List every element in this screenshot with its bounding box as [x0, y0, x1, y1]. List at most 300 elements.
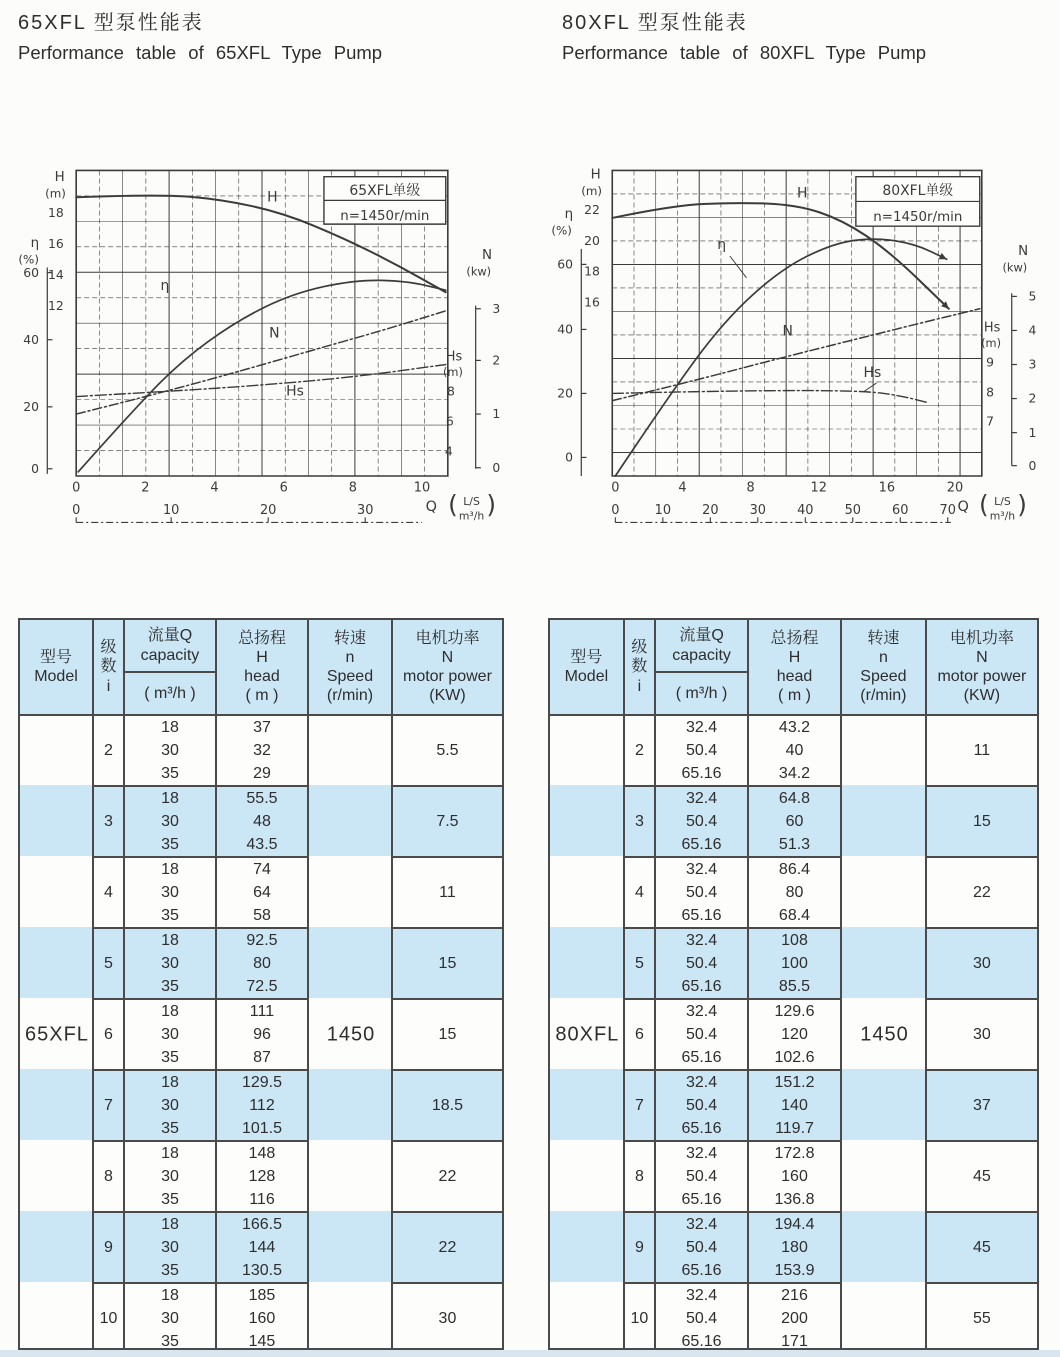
table-row-stage-3	[20, 785, 502, 856]
table-row-stage-2	[550, 716, 1037, 785]
power-cell: 22	[927, 856, 1037, 927]
speed-cell	[309, 1069, 393, 1140]
hs-axis-label: Hs	[983, 320, 1001, 336]
speed-header-line: 转速	[867, 629, 900, 647]
capacity-cell	[656, 856, 749, 927]
power-header-line: 电机功率	[949, 629, 1014, 647]
capacity-value: 65.16	[681, 978, 722, 995]
model-cell	[20, 927, 94, 998]
x-axis-m3h-tick: 0	[611, 503, 620, 519]
table-body	[20, 716, 502, 1353]
stage-cell: 5	[94, 927, 125, 998]
performance-table-65xfl	[18, 618, 504, 1350]
capacity-value: 50.4	[685, 1168, 718, 1185]
n-axis-label: N	[482, 248, 493, 264]
head-value: 101.5	[241, 1120, 282, 1137]
hs-axis-tick: 8	[986, 385, 995, 400]
table-row-stage-10	[20, 1282, 502, 1353]
x-axis-ls-tick: 2	[141, 480, 150, 496]
head-value: 145	[248, 1333, 276, 1350]
model-header-cell	[20, 620, 94, 714]
model-value-80xfl: 80XFL	[555, 1023, 620, 1045]
head-cell	[749, 716, 842, 785]
speed-value-80xfl: 1450	[860, 1023, 909, 1045]
eta-axis-label: η	[30, 235, 40, 251]
head-value: 100	[781, 955, 808, 972]
capacity-cell	[125, 927, 217, 998]
head-cell	[217, 927, 309, 998]
capacity-value: 18	[161, 1003, 179, 1020]
head-value: 171	[781, 1333, 808, 1350]
head-value: 140	[781, 1097, 808, 1114]
head-value: 86.4	[778, 861, 811, 878]
speed-cell	[842, 785, 927, 856]
eta-axis-tick: 40	[557, 322, 574, 337]
q-unit-m3h: m³/h	[458, 509, 485, 523]
stage-cell: 2	[625, 716, 656, 785]
n-axis-label: N	[1018, 244, 1029, 260]
capacity-cell	[125, 1282, 217, 1353]
speed-header-line: Speed	[326, 668, 374, 685]
power-header-line: (KW)	[429, 687, 466, 705]
head-value: 136.8	[774, 1191, 815, 1208]
n-axis-tick: 2	[492, 353, 501, 368]
head-header-line: H	[256, 648, 268, 666]
capacity-value: 50.4	[685, 813, 718, 830]
stage-cell: 3	[94, 785, 125, 856]
stage-cell: 5	[625, 927, 656, 998]
table-row-stage-4	[550, 856, 1037, 927]
capacity-cell	[656, 1211, 749, 1282]
table-row-stage-8	[550, 1140, 1037, 1211]
series-η-label: η	[717, 236, 727, 253]
speed-cell	[309, 1282, 393, 1353]
stage-header-line: 级	[100, 639, 117, 657]
stage-cell: 6	[625, 998, 656, 1069]
x-axis-ls-tick: 8	[348, 480, 357, 496]
series-Hs-leader	[864, 383, 876, 391]
capacity-value: 30	[161, 813, 179, 830]
head-cell	[749, 1211, 842, 1282]
capacity-value: 35	[161, 1262, 179, 1279]
capacity-cell	[656, 1282, 749, 1353]
speed-header-line: (r/min)	[326, 687, 374, 705]
power-cell: 22	[393, 1140, 502, 1211]
speed-cell	[842, 1069, 927, 1140]
h-axis-tick: 16	[584, 295, 600, 310]
capacity-value: 50.4	[685, 1239, 718, 1256]
speed-cell	[842, 927, 927, 998]
stage-cell: 3	[625, 785, 656, 856]
x-axis-ls-tick: 6	[279, 480, 288, 496]
capacity-cell	[656, 1140, 749, 1211]
stage-cell: 10	[625, 1282, 656, 1353]
head-value: 40	[785, 742, 804, 759]
x-axis-ls-tick: 4	[678, 480, 687, 496]
stage-cell: 9	[625, 1211, 656, 1282]
legend-speed-label: n=1450r/min	[873, 210, 963, 226]
capacity-unit-label: ( m³/h )	[144, 684, 196, 702]
stage-header-line: 数	[631, 658, 648, 676]
head-value: 85.5	[778, 978, 811, 995]
capacity-value: 32.4	[685, 1287, 718, 1304]
title-en-65xfl: Performance table of 65XFL Type Pump	[18, 42, 383, 63]
eta-axis-tick: 20	[23, 399, 40, 414]
capacity-cell	[125, 998, 217, 1069]
table-row-stage-10	[550, 1282, 1037, 1353]
head-value: 72.5	[246, 978, 278, 995]
legend-model-label: 65XFL单级	[349, 183, 421, 200]
capacity-value: 50.4	[685, 1097, 718, 1114]
capacity-value: 35	[161, 1333, 179, 1350]
capacity-value: 18	[161, 1074, 179, 1091]
x-axis-m3h-tick: 70	[939, 503, 956, 519]
model-header-line: Model	[564, 668, 609, 685]
power-cell: 5.5	[436, 741, 459, 759]
head-value: 160	[248, 1310, 276, 1327]
head-cell	[217, 1069, 309, 1140]
speed-header-line: 转速	[333, 629, 366, 647]
model-cell	[550, 1069, 625, 1140]
series-N-label: N	[269, 325, 280, 342]
head-value: 74	[253, 861, 271, 878]
q-unit-paren-open: (	[448, 490, 458, 520]
speed-cell	[842, 716, 927, 785]
stage-header-cell	[625, 620, 656, 714]
capacity-unit-label: ( m³/h )	[675, 684, 728, 702]
capacity-value: 32.4	[685, 932, 718, 949]
capacity-value: 35	[161, 836, 179, 853]
q-unit-m3h: m³/h	[989, 509, 1016, 523]
stage-header-line: 级	[631, 639, 648, 657]
series-N-label: N	[782, 323, 793, 340]
eta-axis-tick: 20	[557, 386, 574, 401]
capacity-cell	[656, 998, 749, 1069]
head-cell	[749, 1069, 842, 1140]
power-header-line: N	[976, 648, 988, 666]
capacity-cell	[656, 1069, 749, 1140]
h-axis-tick: 12	[48, 298, 64, 313]
table-row-stage-9	[550, 1211, 1037, 1282]
x-axis-m3h-tick: 50	[844, 503, 861, 519]
n-axis-tick: 5	[1028, 289, 1037, 304]
capacity-cell	[125, 1140, 217, 1211]
x-axis-ls-tick: 4	[210, 480, 219, 496]
head-value: 119.7	[775, 1120, 814, 1137]
title-zh-65xfl: 65XFL 型泵性能表	[18, 12, 204, 34]
power-cell: 7.5	[393, 785, 502, 856]
n-axis-tick: 3	[1028, 357, 1037, 372]
capacity-value: 35	[161, 1049, 179, 1066]
head-value: 64	[253, 884, 271, 901]
n-axis-tick: 1	[1028, 425, 1037, 440]
head-value: 130.5	[241, 1262, 282, 1279]
capacity-value: 35	[161, 765, 179, 782]
head-value: 148	[248, 1145, 276, 1162]
x-axis-m3h-tick: 10	[162, 503, 180, 519]
speed-header-line: Speed	[860, 668, 907, 685]
head-cell	[217, 998, 309, 1069]
hs-axis-tick: 4	[444, 444, 453, 459]
speed-cell	[842, 1282, 927, 1353]
capacity-value: 50.4	[685, 1310, 718, 1327]
n-axis-tick: 2	[1028, 391, 1037, 406]
q-unit-paren-close: )	[1017, 490, 1027, 520]
head-cell	[217, 1211, 309, 1282]
q-unit-ls: L/S	[994, 494, 1011, 508]
capacity-header-line: capacity	[140, 646, 200, 664]
model-cell	[20, 1282, 94, 1353]
head-value: 160	[781, 1168, 808, 1185]
capacity-cell	[125, 785, 217, 856]
n-axis-tick: 1	[492, 407, 501, 422]
capacity-value: 50.4	[685, 742, 718, 759]
h-axis-tick: 18	[584, 264, 600, 279]
x-axis-ls-tick: 0	[611, 480, 620, 496]
capacity-value: 30	[161, 742, 179, 759]
speed-header-line: (r/min)	[860, 687, 907, 705]
head-value: 43.5	[246, 836, 278, 853]
performance-table-80xfl	[548, 618, 1039, 1350]
h-axis-label: H	[590, 167, 601, 183]
head-value: 120	[781, 1026, 808, 1043]
head-header-line: ( m )	[778, 687, 811, 705]
head-header-line: 总扬程	[237, 629, 286, 647]
capacity-value: 50.4	[685, 1026, 718, 1043]
eta-axis-tick: 60	[557, 257, 574, 272]
capacity-value: 18	[161, 1145, 179, 1162]
eta-axis-tick: 60	[23, 265, 40, 280]
head-value: 43.2	[778, 719, 811, 736]
capacity-header-line: 流量Q	[147, 627, 193, 645]
head-header-line: H	[788, 648, 801, 666]
model-cell	[550, 856, 625, 927]
hs-axis-tick: 6	[445, 414, 454, 429]
x-axis-ls-tick: 10	[413, 480, 431, 496]
head-cell	[217, 1282, 309, 1353]
eta-axis-unit: (%)	[18, 252, 39, 267]
head-cell	[749, 998, 842, 1069]
table-row-stage-6	[550, 998, 1037, 1069]
head-value: 194.4	[774, 1216, 815, 1233]
page-bottom-band	[0, 1350, 1060, 1357]
x-axis-m3h-tick: 10	[654, 503, 672, 519]
head-value: 185	[248, 1287, 276, 1304]
model-cell	[20, 785, 94, 856]
capacity-value: 35	[161, 907, 179, 924]
x-axis-m3h-tick: 20	[259, 503, 277, 519]
head-value: 37	[253, 719, 271, 736]
table-header	[20, 620, 502, 716]
legend-model-label: 80XFL单级	[882, 183, 954, 200]
speed-cell	[309, 1211, 393, 1282]
head-cell	[749, 1282, 842, 1353]
x-axis-q-label: Q	[957, 499, 969, 516]
power-header-cell	[927, 620, 1037, 714]
head-cell	[217, 1140, 309, 1211]
head-value: 55.5	[246, 790, 278, 807]
model-cell	[20, 1140, 94, 1211]
x-axis-q-label: Q	[425, 499, 437, 516]
model-cell	[550, 1140, 625, 1211]
power-cell: 37	[927, 1069, 1037, 1140]
q-unit-ls: L/S	[463, 494, 480, 508]
series-Hs-curve	[76, 365, 446, 400]
capacity-value: 65.16	[681, 765, 722, 782]
model-header-line: Model	[34, 668, 78, 685]
head-value: 48	[253, 813, 271, 830]
h-axis-unit: (m)	[581, 184, 603, 199]
capacity-cell	[125, 1069, 217, 1140]
power-cell: 30	[393, 1282, 502, 1353]
table-row-stage-7	[20, 1069, 502, 1140]
power-cell: 15	[393, 927, 502, 998]
series-N-curve	[612, 309, 979, 401]
series-Hs-curve	[612, 391, 928, 403]
head-value: 153.9	[774, 1262, 815, 1279]
capacity-value: 65.16	[681, 907, 722, 924]
power-cell: 30	[927, 927, 1037, 998]
head-cell	[749, 856, 842, 927]
x-axis-ls-tick: 0	[72, 480, 81, 496]
stage-cell: 4	[94, 856, 125, 927]
hs-axis-tick: 7	[986, 414, 995, 429]
q-unit-paren-open: (	[979, 490, 989, 520]
speed-cell	[842, 1211, 927, 1282]
speed-cell	[842, 1140, 927, 1211]
capacity-value: 35	[161, 1191, 179, 1208]
head-header-line: head	[776, 668, 813, 685]
capacity-value: 32.4	[685, 1145, 718, 1162]
capacity-header-top	[125, 620, 215, 673]
hs-axis-label: Hs	[445, 349, 463, 365]
capacity-header-top	[656, 620, 747, 673]
model-cell	[20, 716, 94, 785]
model-header-line: 型号	[570, 648, 603, 666]
head-cell	[749, 927, 842, 998]
table-row-stage-5	[550, 927, 1037, 998]
h-axis-tick: 18	[48, 205, 64, 220]
head-value: 144	[248, 1239, 276, 1256]
section-65xfl-titles	[18, 6, 382, 64]
capacity-value: 32.4	[685, 719, 718, 736]
head-value: 180	[781, 1239, 808, 1256]
capacity-value: 32.4	[685, 790, 718, 807]
section-80xfl-titles	[562, 6, 926, 64]
series-H-label: H	[796, 185, 808, 202]
model-cell	[550, 927, 625, 998]
eta-axis-tick: 0	[31, 461, 40, 476]
power-header-line: 电机功率	[415, 629, 480, 647]
model-cell	[550, 1282, 625, 1353]
head-header-cell	[217, 620, 309, 714]
capacity-cell	[656, 785, 749, 856]
speed-cell	[842, 856, 927, 927]
speed-cell	[309, 716, 393, 785]
power-header-cell	[393, 620, 502, 714]
table-row-stage-6	[20, 998, 502, 1069]
head-value: 102.6	[774, 1049, 815, 1066]
capacity-value: 18	[161, 932, 179, 949]
series-Hs-label: Hs	[286, 383, 304, 400]
x-axis-ls-tick: 16	[878, 480, 896, 496]
capacity-cell	[125, 1211, 217, 1282]
model-value-65xfl: 65XFL	[25, 1023, 89, 1045]
q-unit-paren-close: )	[486, 490, 496, 520]
head-cell	[749, 785, 842, 856]
capacity-value: 30	[161, 1239, 179, 1256]
capacity-cell	[656, 716, 749, 785]
power-cell: 45	[927, 1140, 1037, 1211]
n-axis-tick: 0	[1028, 458, 1037, 473]
performance-chart-65xfl	[14, 156, 510, 540]
table-row-stage-4	[20, 856, 502, 927]
speed-cell	[309, 785, 393, 856]
power-cell: 18.5	[393, 1069, 502, 1140]
eta-axis-unit: (%)	[551, 223, 572, 238]
head-header-line: 总扬程	[770, 629, 819, 647]
table-row-stage-7	[550, 1069, 1037, 1140]
head-value: 111	[249, 1003, 275, 1020]
power-cell: 30	[927, 998, 1037, 1069]
series-H-label: H	[267, 189, 278, 206]
speed-cell	[309, 1140, 393, 1211]
capacity-value: 18	[161, 790, 179, 807]
capacity-value: 30	[161, 955, 179, 972]
speed-header-cell	[842, 620, 927, 714]
speed-cell	[309, 856, 393, 927]
stage-cell: 6	[94, 998, 125, 1069]
legend-speed-label: n=1450r/min	[340, 209, 430, 224]
power-cell: 11	[973, 741, 991, 759]
h-axis-tick: 16	[48, 236, 64, 251]
table-header	[550, 620, 1037, 716]
head-value: 34.2	[778, 765, 811, 782]
head-value: 200	[781, 1310, 808, 1327]
title-zh-80xfl: 80XFL 型泵性能表	[562, 12, 748, 34]
model-cell	[20, 1211, 94, 1282]
capacity-value: 32.4	[685, 1074, 718, 1091]
capacity-value: 32.4	[685, 1003, 718, 1020]
head-value: 151.2	[774, 1074, 815, 1091]
series-η-label: η	[160, 278, 170, 295]
power-cell: 15	[927, 785, 1037, 856]
series-Hs-label: Hs	[863, 364, 882, 381]
capacity-value: 65.16	[681, 1333, 722, 1350]
capacity-value: 30	[161, 1026, 179, 1043]
table-row-stage-3	[550, 785, 1037, 856]
h-axis-label: H	[54, 169, 65, 185]
capacity-value: 30	[161, 1097, 179, 1114]
head-value: 60	[785, 813, 804, 830]
capacity-value: 65.16	[681, 1120, 722, 1137]
capacity-value: 18	[161, 1216, 179, 1233]
head-value: 116	[249, 1191, 275, 1208]
n-axis-tick: 0	[492, 460, 501, 475]
stage-cell: 10	[94, 1282, 125, 1353]
stage-header-cell	[94, 620, 125, 714]
head-value: 128	[248, 1168, 276, 1185]
power-cell: 22	[393, 1211, 502, 1282]
head-value: 80	[785, 884, 804, 901]
head-value: 129.5	[241, 1074, 282, 1091]
head-header-line: ( m )	[245, 687, 279, 705]
series-N-curve	[76, 311, 446, 414]
head-cell	[749, 1140, 842, 1211]
capacity-value: 30	[161, 1310, 179, 1327]
capacity-value: 65.16	[681, 1191, 722, 1208]
head-value: 92.5	[246, 932, 278, 949]
